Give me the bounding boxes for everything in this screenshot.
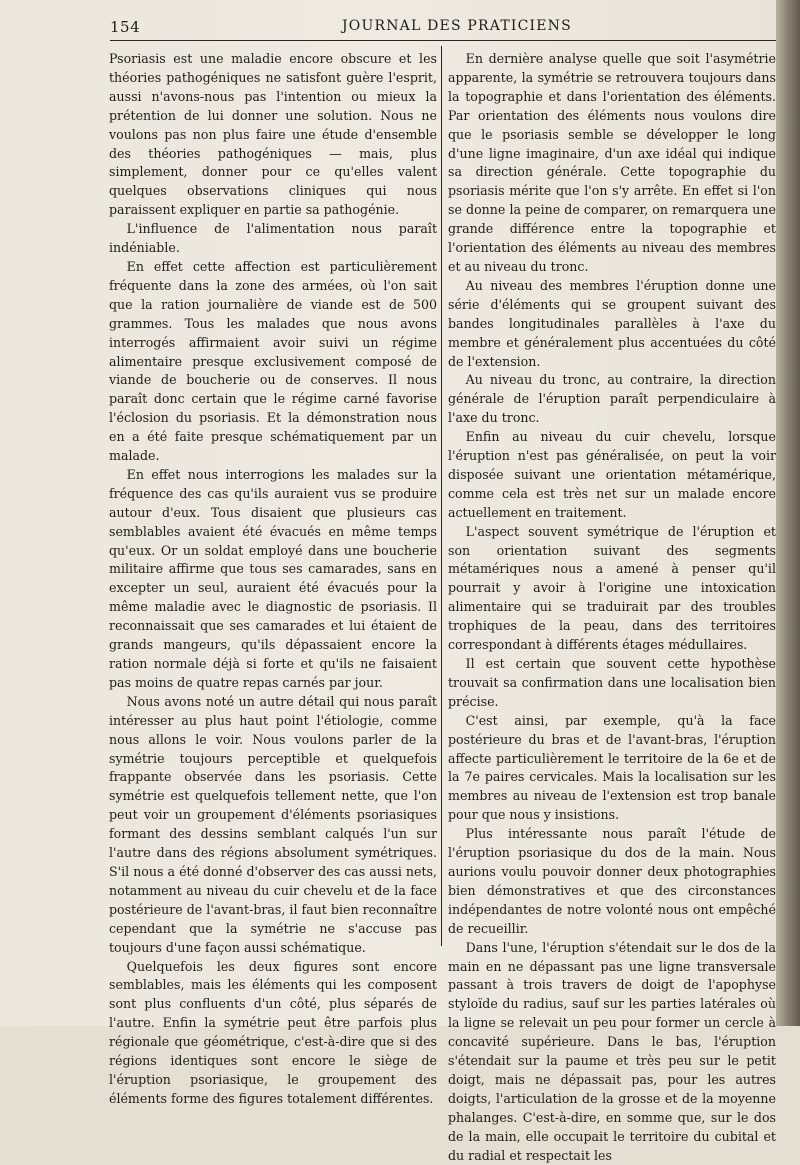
journal-title: JOURNAL DES PRATICIENS — [342, 18, 572, 34]
paragraph: Dans l'une, l'éruption s'étendait sur le dos de la main en ne dépassant pas une ligne transversale passant à trois travers de doigt de l'apophyse styloïde du radius, sauf sur les parties latérales où la ligne se relevait un peu pour former un cercle à concavité supérieure. Dans le bas, l'éruption s'étendait sur la paume et très peu sur le petit doigt, mais ne dépassait pas, pour les autres doigts, l'articulation de la grosse et de la moyenne phalanges. C'est-à-dire, en somme que, sur le dos de la main, elle occupait le territoire du cubital et du radial et respectait les — [448, 939, 776, 1163]
paragraph: Plus intéressante nous paraît l'étude de l'éruption psoriasique du dos de la main. Nous aurions voulu pouvoir donner deux photographies bien démonstratives et que des circonstances indépendantes de notre volonté nous ont empêché de recueillir. — [448, 826, 776, 936]
paragraph: L'aspect souvent symétrique de l'éruption et son orientation suivant des segments métamériques nous a amené à penser qu'il pourrait y avoir à l'origine une intoxication alimentaire qui se traduirait par des troubles trophiques de la peau, dans des territoires correspondant à différents étages médullaires. — [448, 523, 776, 653]
paragraph: Au niveau des membres l'éruption donne une série d'éléments qui se groupent suivant des bandes longitudinales parallèles à l'axe du membre et généralement plus accentuées du côté de l'extension. — [448, 277, 776, 369]
paragraph: En effet nous interrogions les malades sur la fréquence des cas qu'ils auraient vus se produire autour d'eux. Tous disaient que plusieurs cas semblables avaient été évacués en même temps qu'eux. Or un soldat employé dans une boucherie militaire affirme que tous ses camarades, sans en excepter un seul, auraient été évacués pour la même maladie avec le diagnostic de psoriasis. Il reconnaissait que ses camarades et lui étaient de grands mangeurs, qu'ils dépassaient encore la ration normale déjà si forte et qu'ils ne faisaient pas moins de quatre repas carnés par jour. — [109, 466, 437, 690]
column-divider — [441, 46, 442, 946]
paragraph: En dernière analyse quelle que soit l'asymétrie apparente, la symétrie se retrouvera toujours dans la topographie et dans l'orientation des éléments. Par orientation des éléments nous voulons dire que le psoriasis semble se développer le long d'une ligne imaginaire, d'un axe idéal qui indique sa direction générale. Cette topographie du psoriasis mérite que l'on s'y arrête. En effet si l'on se donne la peine de comparer, on remarquera une grande différence entre la topographie et l'orientation des éléments au niveau des membres et au niveau du tronc. — [448, 51, 776, 274]
paragraph: C'est ainsi, par exemple, qu'à la face postérieure du bras et de l'avant-bras, l'éruption affecte particulièrement le territoire de la 6e et de la 7e paires cervicales. Mais la localisation sur les membres au niveau de l'extension est trop banale pour que nous y insistions. — [448, 712, 776, 823]
paragraph: En effet cette affection est particulièrement fréquente dans la zone des armées, où l'on sait que la ration journalière de viande est de 500 grammes. Tous les malades que nous avons interrogés affirmaient avoir suivi un régime alimentaire presque exclusivement composé de viande de boucherie ou de conserves. Il nous paraît donc certain que le régime carné favorise l'éclosion du psoriasis. Et la démonstration nous en a été faite presque schématiquement par un malade. — [109, 258, 437, 464]
paragraph: L'influence de l'alimentation nous paraît indéniable. — [109, 221, 437, 256]
paragraph: Enfin au niveau du cuir chevelu, lorsque l'éruption n'est pas généralisée, on peut la voir disposée suivant une orientation métamérique, comme cela est très net sur un malade encore actuellement en traitement. — [448, 429, 776, 520]
binding-edge — [776, 0, 800, 1026]
paragraph: Psoriasis est une maladie encore obscure et les théories pathogéniques ne satisfont guère l'esprit, aussi n'avons-nous pas l'intention ou mieux la prétention de lui donner une solution. Nous ne voulons pas non plus faire une étude d'ensemble des théories pathogéniques — mais, plus simplement, donner pour ce qu'elles valent quelques observations cliniques qui nous paraissent expliquer en partie sa pathogénie. — [109, 51, 437, 218]
page-number: 154 — [110, 18, 141, 36]
left-column — [109, 50, 437, 1109]
paragraph: Il est certain que souvent cette hypothèse trouvait sa confirmation dans une localisation bien précise. — [448, 656, 776, 709]
paragraph: Quelquefois les deux figures sont encore semblables, mais les éléments qui les composent sont plus confluents d'un côté, plus séparés de l'autre. Enfin la symétrie peut être parfois plus régionale que géométrique, c'est-à-dire que si des régions identiques sont encore le siège de l'éruption psoriasique, le groupement des éléments forme des figures totalement différentes. — [109, 958, 437, 1106]
paragraph: Au niveau du tronc, au contraire, la direction générale de l'éruption paraît perpendiculaire à l'axe du tronc. — [448, 372, 776, 426]
header-rule — [110, 40, 776, 41]
right-column — [448, 50, 776, 1165]
paragraph: Nous avons noté un autre détail qui nous paraît intéresser au plus haut point l'étiologie, comme nous allons le voir. Nous voulons parler de la symétrie toujours perceptible et quelquefois frappante observée dans les psoriasis. Cette symétrie est quelquefois tellement nette, que l'on peut voir un groupement d'éléments psoriasiques formant des dessins semblant calqués l'un sur l'autre dans des régions absolument symétriques. S'il nous a été donné d'observer des cas aussi nets, notamment au niveau du cuir chevelu et de la face postérieure de l'avant-bras, il faut bien reconnaître cependant que la symétrie ne s'accuse pas toujours d'une façon aussi schématique. — [109, 693, 437, 955]
